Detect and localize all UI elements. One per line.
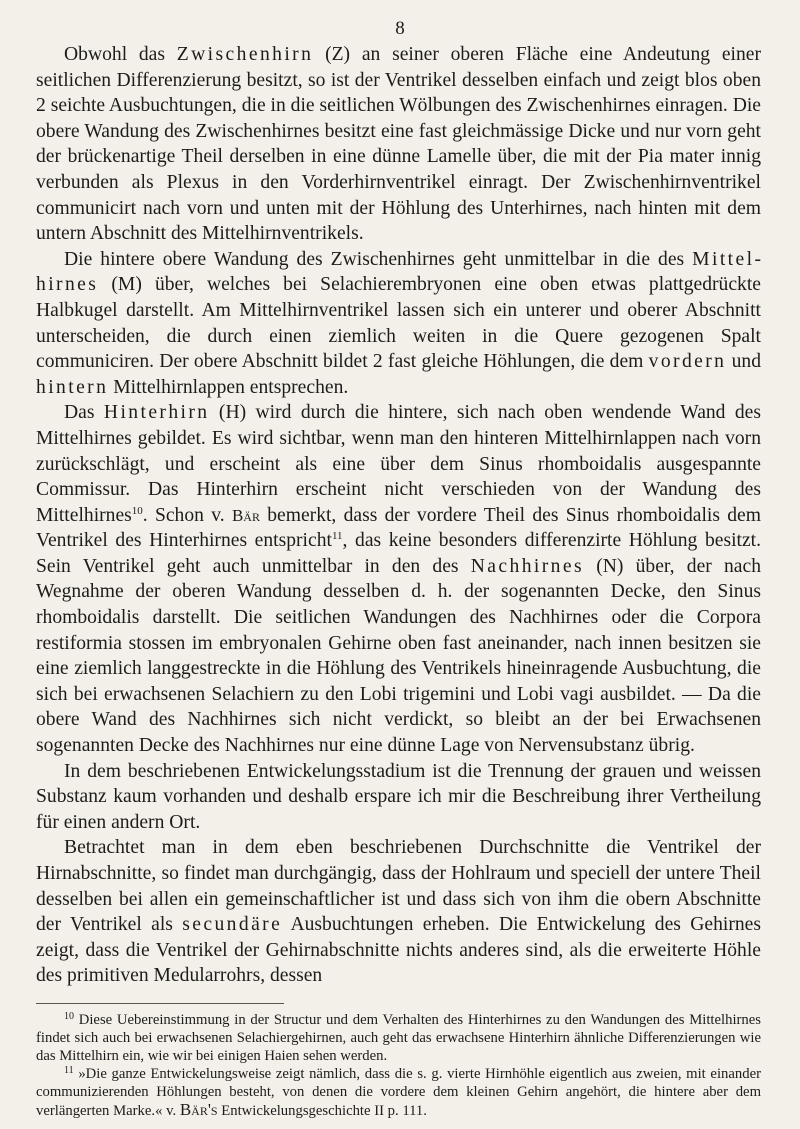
footnotes bbox=[36, 1011, 761, 1120]
paragraph-mittelhirn bbox=[36, 247, 761, 401]
text-run: Mittelhirnes bbox=[36, 248, 761, 296]
text-run: Mittelhirnlappen entsprechen. bbox=[108, 376, 349, 398]
text-run: 11 bbox=[331, 530, 343, 543]
text-run: secundäre bbox=[182, 914, 283, 936]
text-run: Zwischenhirn bbox=[176, 44, 314, 65]
footnote-run: »Die ganze Entwickelungsweise zeigt nämlich, dass die s. g. vierte Hirnhöhle eigentlich aus zweien, mit einander communizierenden Höhlungen besteht, von denen die vordere dem kleinen Gehirn angehört, die hintere aber dem verlängerten Marke.« v. bbox=[36, 1066, 761, 1119]
paragraph-ventrikel bbox=[36, 835, 761, 989]
text-run: Das bbox=[64, 402, 104, 424]
text-run: . Schon v. bbox=[142, 504, 232, 526]
text-run: und bbox=[726, 351, 761, 373]
footnote-run: Bär's bbox=[179, 1100, 218, 1119]
text-run: (M) über, welches bei Selachierembryonen eine oben etwas plattgedrückte Halbkugel darstellt. Am Mittelhirnventrikel lassen sich ein unterer und oberer Abschnitt unterscheiden, die durch einen ziemlich weiten in die Quere gezogenen Spalt communiciren. Der obere Abschnitt bildet 2 fast gleiche Höhlungen, die dem bbox=[36, 274, 761, 373]
text-run: hintern bbox=[36, 376, 109, 398]
text-run: (H) wird durch die hintere, sich nach oben wendende Wand des Mittelhirnes gebildet. Es wird sichtbar, wenn man den hinteren Mittelhirnlappen nach vorn zurückschlägt, und erscheint als eine über dem Sinus rhomboidalis ausgespannte Commissur. Das Hinterhirn erscheint nicht verschieden von der Wandung des Mittelhirnes bbox=[36, 402, 762, 526]
text-run: bemerkt, dass der vordere Theil des Sinus rhomboidalis dem Ventrikel des Hinterhirnes entspricht bbox=[36, 504, 761, 552]
footnote-11 bbox=[36, 1065, 761, 1120]
paragraph-hinterhirn bbox=[36, 400, 761, 758]
footnote-run: Entwickelungsgeschichte II p. 111. bbox=[217, 1103, 427, 1119]
text-run: Die hintere obere Wandung des Zwischenhirnes geht unmittelbar in die des bbox=[64, 248, 693, 270]
text-run: Betrachtet man in dem eben beschriebenen Durchschnitte die Ventrikel der Hirnabschnitte, so findet man durchgängig, dass der Hohlraum und speciell der untere Theil desselben bei allen ein gemeinschaftlicher ist und dass sich von ihm die obern Abschnitte der Ventrikel als bbox=[36, 837, 761, 936]
footnote-10 bbox=[36, 1011, 761, 1065]
text-run: vordern bbox=[648, 351, 727, 373]
text-run: In dem beschriebenen Entwickelungsstadium ist die Trennung der grauen und weissen Substanz kaum vorhanden und deshalb erspare ich mir die Beschreibung ihrer Vertheilung für einen andern Ort. bbox=[36, 760, 761, 833]
text-run: Bär bbox=[231, 505, 260, 525]
footnote-run: 11 bbox=[64, 1065, 74, 1076]
footnote-run: Diese Uebereinstimmung in der Structur und dem Verhalten des Hinterhirnes zu den Wandungen des Mittelhirnes findet sich auch bei erwachsenen Selachiergehirnen, auch geht das erwachsene Hinterhirn ähnliche Differenzierungen wie das Mittelhirn ein, wie wir bei einigen Haien sehen werden. bbox=[36, 1012, 761, 1064]
text-run: Nachhirnes bbox=[470, 555, 584, 577]
paragraph-zwischenhirn bbox=[36, 42, 761, 247]
text-run: Obwohl das bbox=[64, 44, 177, 65]
main-text bbox=[36, 42, 761, 989]
text-run: (N) über, der nach Wegnahme der oberen Wandung desselben d. h. der sogenannten Decke, den Sinus rhomboidalis darstellt. Die seitlichen Wandungen des Nachhirnes oder die Corpora restiformia stossen im embryonalen Gehirne oben fast aneinander, nach innen besitzen sie eine ziemlich langgestreckte in die Höhlung des Ventrikels hineinragende Ausbuchtung, die sich bei erwachsenen Selachiern zu den Lobi trigemini und Lobi vagi ausbildet. — Da die obere Wand des Nachhirnes sich nicht verdickt, so bleibt an der bei Erwachsenen sogenannten Decke des Nachhirnes nur eine dünne Lage von Nervensubstanz übrig. bbox=[36, 555, 761, 757]
text-run: 10 bbox=[131, 504, 143, 517]
text-run: (Z) an seiner oberen Fläche eine Andeutung einer seitlichen Differenzierung besitzt, so ist der Ventrikel desselben einfach und zeigt blos oben 2 seichte Ausbuchtungen, die in die seitlichen Wölbungen des Zwischenhirnes einragen. Die obere Wandung des Zwischenhirnes besitzt eine fast gleichmässige Dicke und nur vorn geht der brückenartige Theil derselben in eine dünne Lamelle über, die mit der Pia mater innig verbunden als Plexus in den Vorderhirnventrikel einragt. Der Zwischenhirnventrikel communicirt nach vorn und unten mit der Höhlung des Unterhirnes, nach hinten mit dem untern Abschnitt des Mittelhirnventrikels. bbox=[36, 44, 761, 245]
text-run: Hinterhirn bbox=[103, 402, 210, 424]
text-run: Ausbuchtungen erheben. Die Entwickelung des Gehirnes zeigt, dass die Ventrikel der Gehirnabschnitte nichts anderes sind, als die erweiterte Höhle des primitiven Medularrohrs, dessen bbox=[36, 914, 761, 987]
footnote-run: 10 bbox=[64, 1011, 74, 1022]
paragraph-substanz bbox=[36, 759, 761, 836]
page-number: 8 bbox=[395, 18, 405, 39]
footnote-rule bbox=[36, 1003, 284, 1004]
text-run: , das keine besonders differenzirte Höhlung besitzt. Sein Ventrikel geht auch unmittelbar in den des bbox=[36, 530, 761, 577]
